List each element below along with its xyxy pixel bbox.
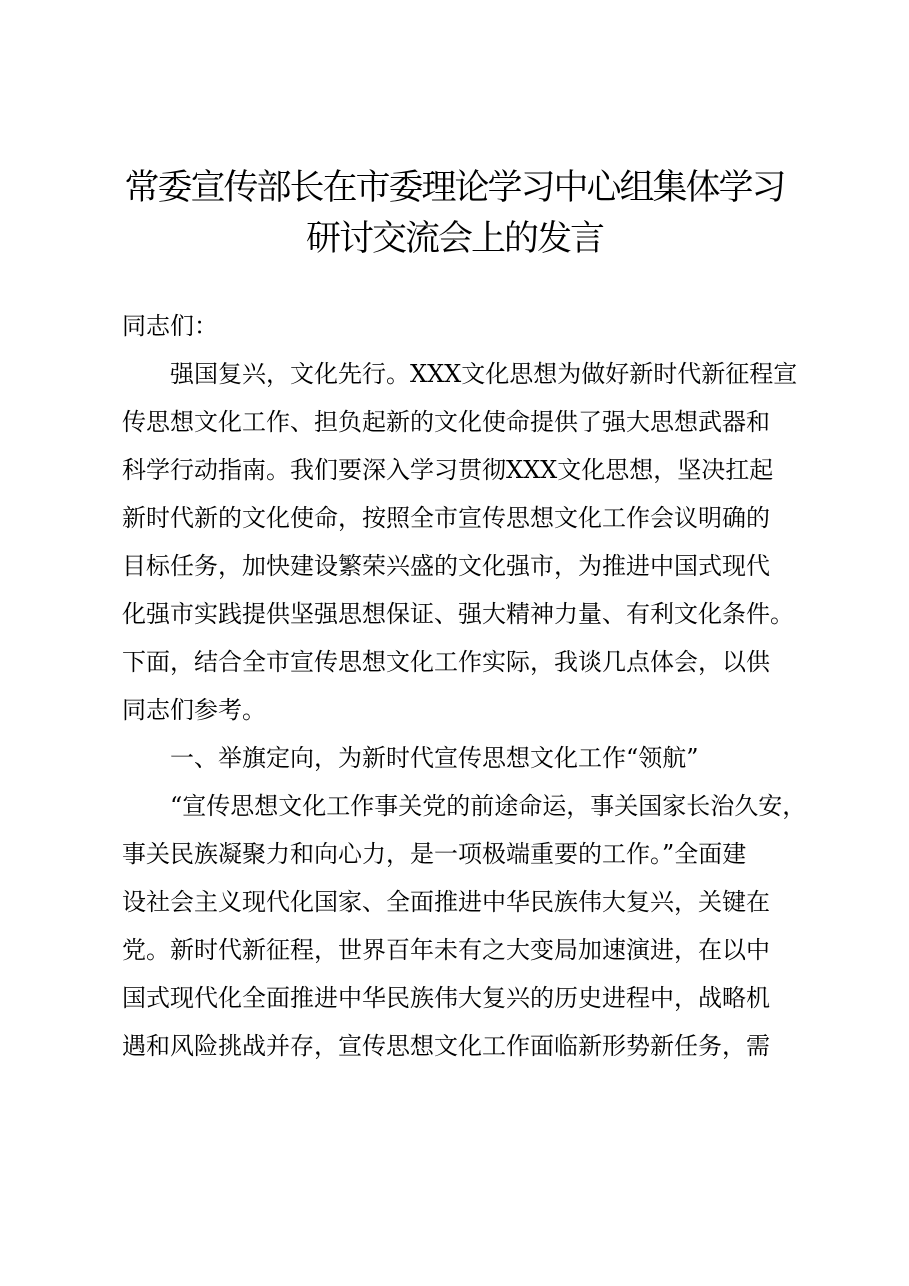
- document-title-line-1: 常委宣传部长在市委理论学习中心组集体学习: [124, 168, 785, 208]
- paragraph-line: 党。新时代新征程，世界百年未有之大变局加速演进，在以中: [122, 936, 770, 964]
- paragraph-line: 事关民族凝聚力和向心力，是一项极端重要的工作。”全面建: [122, 840, 747, 868]
- paragraph-line: 传思想文化工作、担负起新的文化使命提供了强大思想武器和: [122, 408, 770, 436]
- paragraph-line: 化强市实践提供坚强思想保证、强大精神力量、有利文化条件。: [122, 600, 794, 628]
- paragraph-line: 新时代新的文化使命，按照全市宣传思想文化工作会议明确的: [122, 504, 770, 532]
- paragraph-line: 国式现代化全面推进中华民族伟大复兴的历史进程中，战略机: [122, 984, 770, 1012]
- paragraph-line: 遇和风险挑战并存，宣传思想文化工作面临新形势新任务，需: [122, 1032, 770, 1060]
- section-heading-1: 一、举旗定向，为新时代宣传思想文化工作“领航”: [122, 744, 699, 772]
- paragraph-line: 设社会主义现代化国家、全面推进中华民族伟大复兴，关键在: [122, 888, 770, 916]
- paragraph-line: 目标任务，加快建设繁荣兴盛的文化强市，为推进中国式现代: [122, 552, 770, 580]
- paragraph-line: “宣传思想文化工作事关党的前途命运，事关国家长治久安，: [122, 792, 807, 820]
- document-title-line-2: 研讨交流会上的发言: [305, 219, 603, 259]
- paragraph-line: 下面，结合全市宣传思想文化工作实际，我谈几点体会，以供: [122, 648, 770, 676]
- salutation: 同志们：: [122, 312, 218, 340]
- paragraph-line: 强国复兴，文化先行。XXX文化思想为做好新时代新征程宣: [122, 360, 798, 388]
- paragraph-line: 同志们参考。: [122, 696, 266, 724]
- paragraph-line: 科学行动指南。我们要深入学习贯彻XXX文化思想，坚决扛起: [122, 456, 774, 484]
